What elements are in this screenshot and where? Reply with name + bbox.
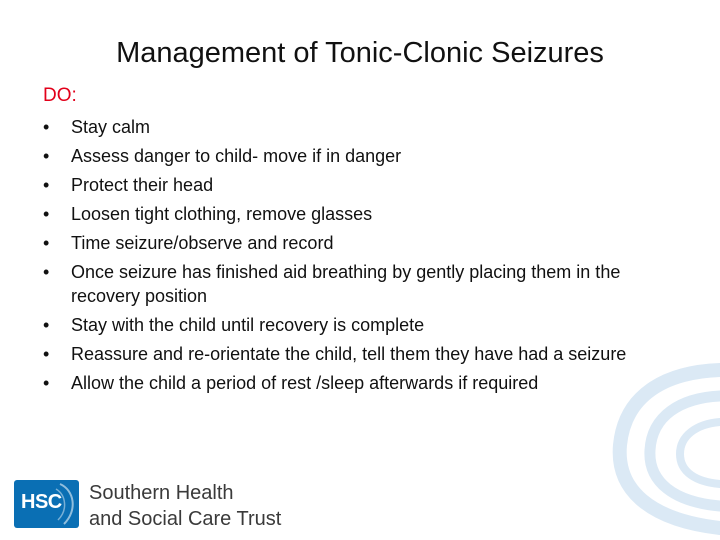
list-item-text: Loosen tight clothing, remove glasses bbox=[71, 204, 373, 224]
bullet-marker: • bbox=[43, 204, 50, 224]
list-item-text: Allow the child a period of rest /sleep afterwards if required bbox=[71, 372, 539, 393]
list-item bbox=[43, 203, 663, 227]
org-name-line-1: Southern Health bbox=[89, 482, 234, 504]
list-item-text: Once seizure has finished aid breathing by gently placing them in the recovery position bbox=[71, 262, 621, 306]
bullet-marker: • bbox=[43, 117, 50, 137]
bullet-marker: • bbox=[43, 372, 50, 393]
list-item bbox=[43, 261, 663, 308]
trust-logo bbox=[14, 480, 294, 532]
bullet-marker: • bbox=[43, 233, 50, 253]
list-item bbox=[43, 232, 663, 256]
hsc-logo-badge bbox=[14, 480, 79, 528]
slide-title: Management of Tonic-Clonic Seizures bbox=[116, 37, 604, 69]
list-item-text: Stay calm bbox=[71, 117, 151, 137]
bullet-marker: • bbox=[43, 343, 50, 364]
list-item bbox=[43, 145, 663, 169]
bullet-marker: • bbox=[43, 262, 50, 282]
bullet-marker: • bbox=[43, 146, 50, 166]
decorative-swirl-icon bbox=[570, 350, 720, 540]
list-item-text: Stay with the child until recovery is complete bbox=[71, 314, 425, 335]
bullet-marker: • bbox=[43, 175, 50, 195]
hsc-badge-text: HSC bbox=[21, 491, 62, 513]
list-item-text: Reassure and re-orientate the child, tell them they have had a seizure bbox=[71, 343, 627, 364]
list-item-text: Time seizure/observe and record bbox=[71, 233, 334, 253]
org-name-line-2: and Social Care Trust bbox=[89, 508, 282, 530]
bullet-marker: • bbox=[43, 314, 50, 335]
list-item-text: Assess danger to child- move if in danger bbox=[71, 146, 402, 166]
list-item bbox=[43, 174, 663, 198]
list-item bbox=[43, 116, 663, 140]
list-item-text: Protect their head bbox=[71, 175, 214, 195]
list-item bbox=[43, 314, 663, 338]
do-subheading: DO: bbox=[43, 85, 77, 106]
